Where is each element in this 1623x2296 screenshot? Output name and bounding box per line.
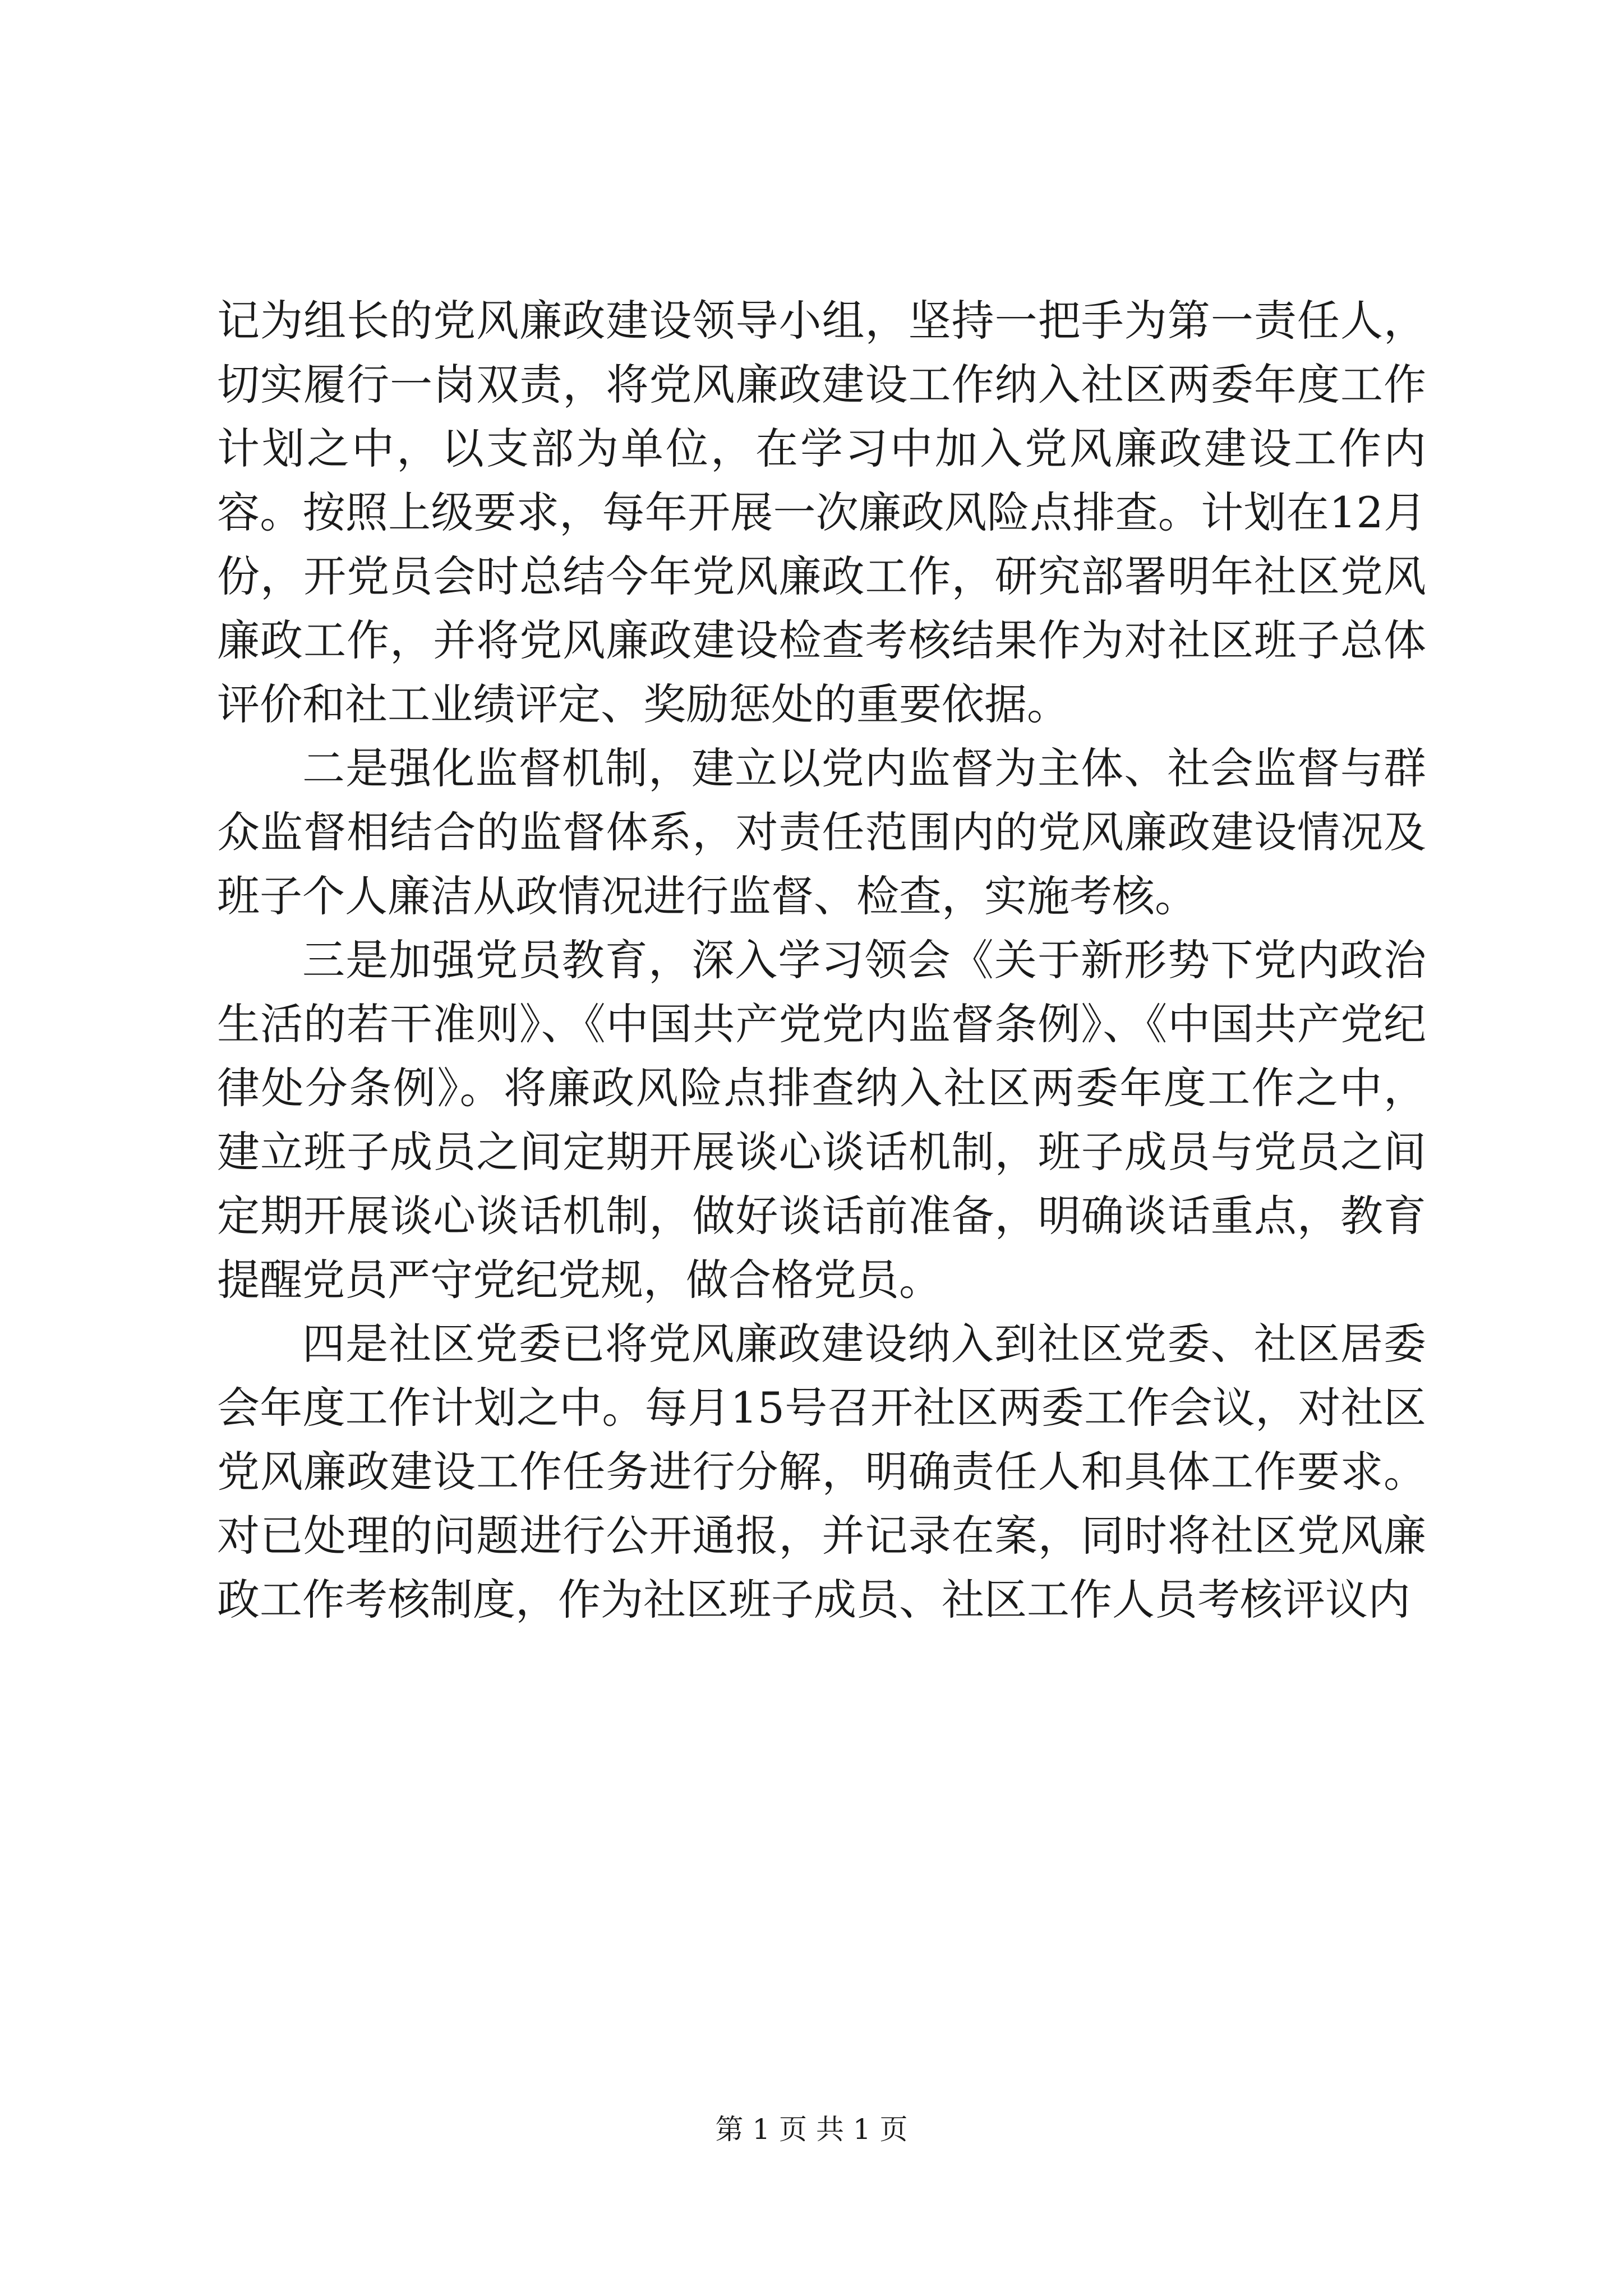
page-footer: 第 1 页 共 1 页 — [715, 2113, 908, 2146]
document-body — [217, 289, 1426, 1632]
paragraph-3: 三是加强党员教育，深入学习领会《关于新形势下党内政治生活的若干准则》、《中国共产党党内监督条例》、《中国共产党纪律处分条例》。将廉政风险点排查纳入社区两委年度工作之中，建立班子成员之间定期开展谈心谈话机制，班子成员与党员之间定期开展谈心谈话机制，做好谈话前准备，明确谈话重点，教育提醒党员严守党纪党规，做合格党员。 — [217, 935, 1426, 1305]
paragraph-1: 记为组长的党风廉政建设领导小组，坚持一把手为第一责任人，切实履行一岗双责，将党风廉政建设工作纳入社区两委年度工作计划之中，以支部为单位，在学习中加入党风廉政建设工作内容。按照上级要求，每年开展一次廉政风险点排查。计划在12月份，开党员会时总结今年党风廉政工作，研究部署明年社区党风廉政工作，并将党风廉政建设检查考核结果作为对社区班子总体评价和社工业绩评定、奖励惩处的重要依据。 — [217, 296, 1426, 729]
paragraph-2: 二是强化监督机制，建立以党内监督为主体、社会监督与群众监督相结合的监督体系，对责任范围内的党风廉政建设情况及班子个人廉洁从政情况进行监督、检查，实施考核。 — [217, 743, 1426, 921]
paragraph-4: 四是社区党委已将党风廉政建设纳入到社区党委、社区居委会年度工作计划之中。每月15号召开社区两委工作会议，对社区党风廉政建设工作任务进行分解，明确责任人和具体工作要求。对已处理的问题进行公开通报，并记录在案，同时将社区党风廉政工作考核制度，作为社区班子成员、社区工作人员考核评议内 — [217, 1319, 1426, 1625]
